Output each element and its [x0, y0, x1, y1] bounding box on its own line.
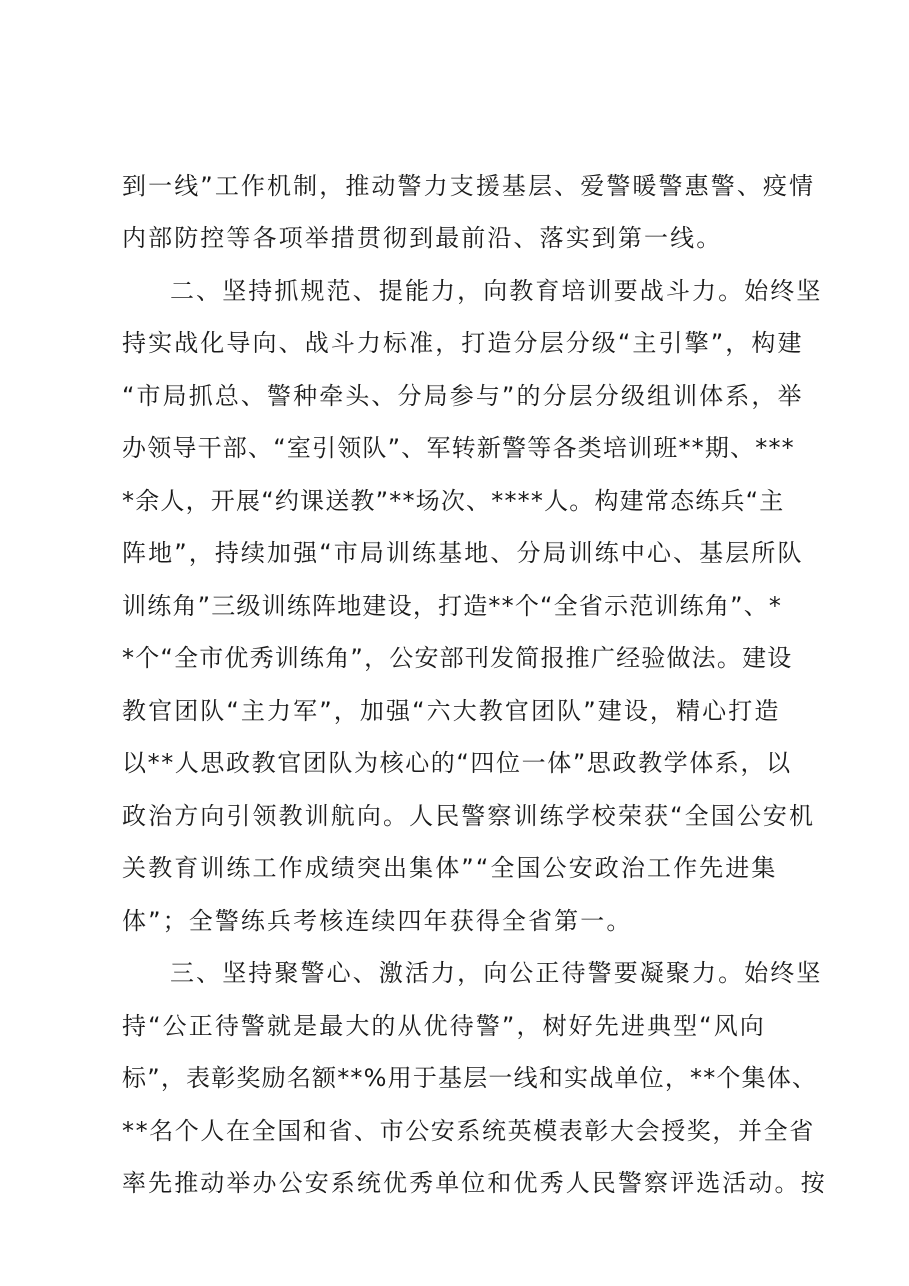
text-line: 率先推动举办公安系统优秀单位和优秀人民警察评选活动。按	[122, 1169, 827, 1197]
text-line: 持“公正待警就是最大的从优待警”，树好先进典型“风向	[122, 1012, 766, 1040]
text-line: 到一线”工作机制，推动警力支援基层、爱警暖警惠警、疫情	[122, 172, 816, 200]
text-line: 训练角”三级训练阵地建设，打造**个“全省示范训练角”、*	[122, 592, 783, 620]
text-line: 持实战化导向、战斗力标准，打造分层分级“主引擎”，构建	[122, 329, 804, 357]
text-line: *余人，开展“约课送教”**场次、****人。构建常态练兵“主	[122, 487, 785, 515]
text-line: 以**人思政教官团队为核心的“四位一体”思政教学体系，以	[122, 749, 792, 777]
text-line: 体”；全警练兵考核连续四年获得全省第一。	[122, 907, 633, 935]
text-line: “市局抓总、警种牵头、分局参与”的分层分级组训体系，举	[122, 382, 804, 410]
text-line: *个“全市优秀训练角”，公安部刊发简报推广经验做法。建设	[122, 644, 793, 672]
text-line: 政治方向引领教训航向。人民警察训练学校荣获“全国公安机	[122, 802, 816, 830]
text-line: 阵地”，持续加强“市局训练基地、分局训练中心、基层所队	[122, 539, 804, 567]
text-line: **名个人在全国和省、市公安系统英模表彰大会授奖，并全省	[122, 1117, 815, 1145]
paragraph-start-line: 二、坚持抓规范、提能力，向教育培训要战斗力。始终坚	[170, 277, 823, 305]
text-line: 关教育训练工作成绩突出集体”“全国公安政治工作先进集	[122, 854, 778, 882]
text-line: 办领导干部、“室引领队”、军转新警等各类培训班**期、***	[122, 434, 795, 462]
text-line: 教官团队“主力军”，加强“六大教官团队”建设，精心打造	[122, 697, 781, 725]
paragraph-start-line: 三、坚持聚警心、激活力，向公正待警要凝聚力。始终坚	[170, 959, 823, 987]
text-line: 内部防控等各项举措贯彻到最前沿、落实到第一线。	[122, 224, 723, 252]
text-line: 标”，表彰奖励名额**%用于基层一线和实战单位，**个集体、	[122, 1064, 818, 1092]
